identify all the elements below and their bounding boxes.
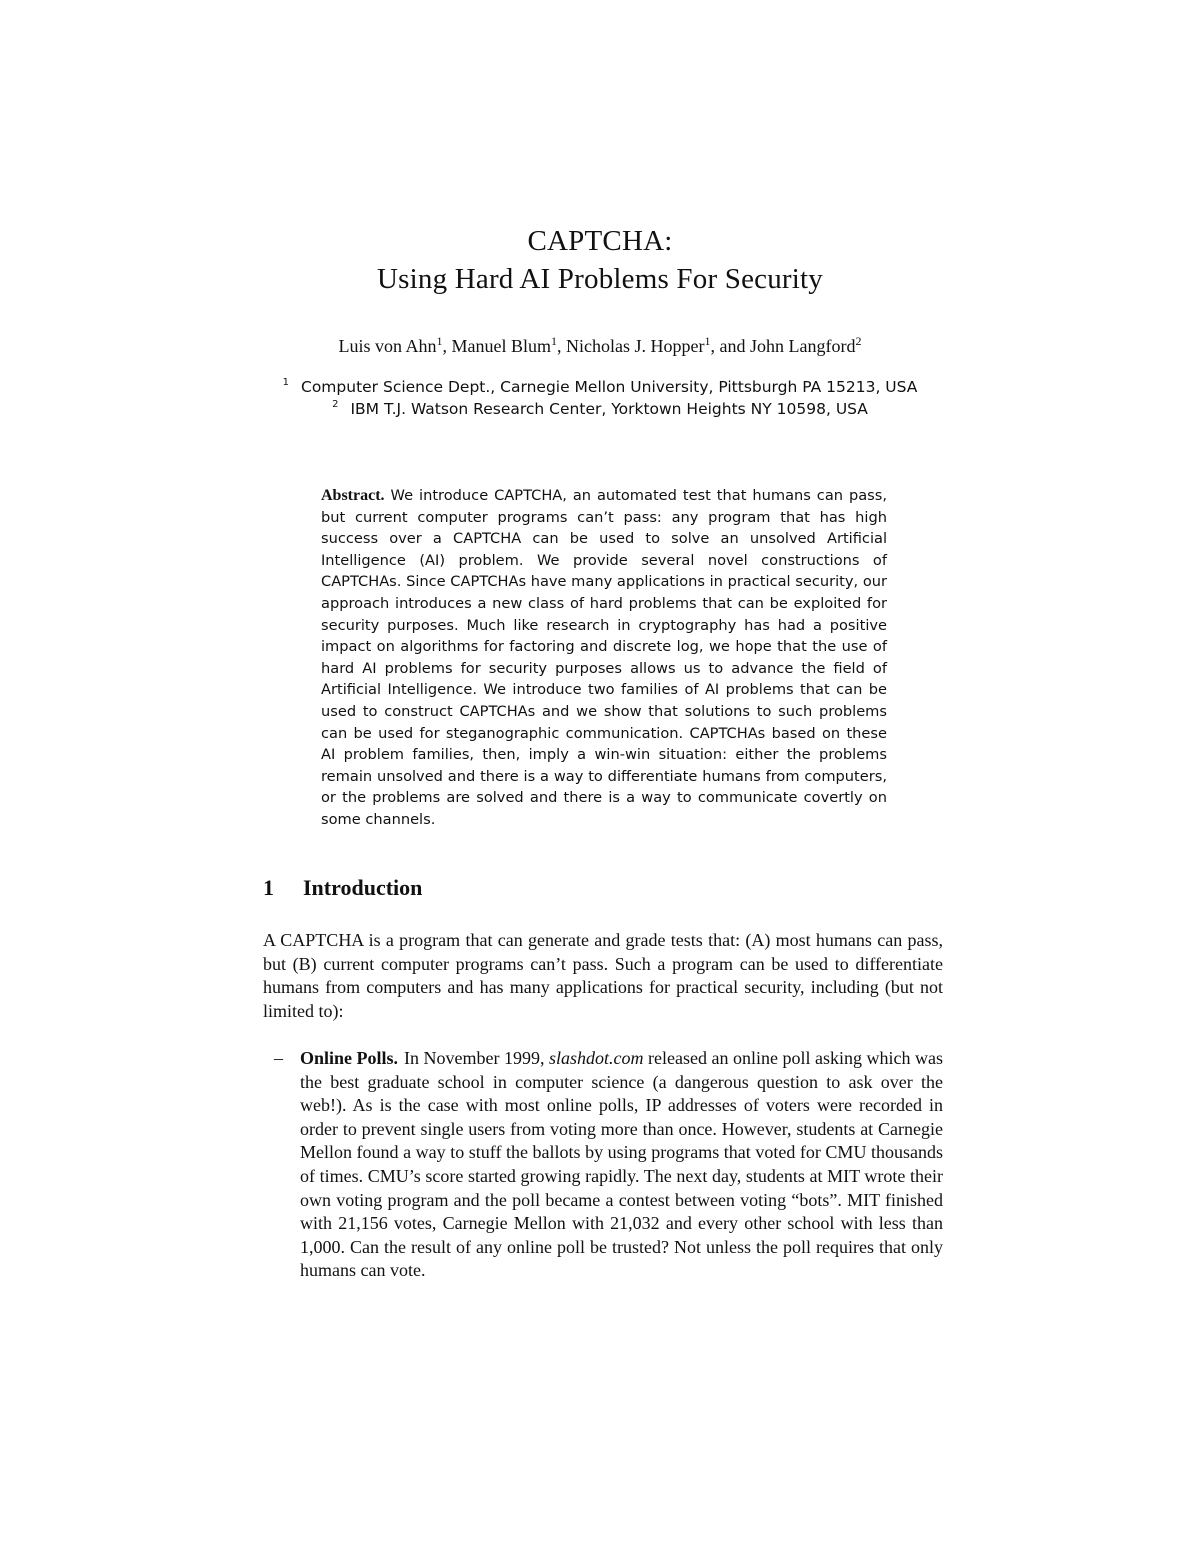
affiliation-text: IBM T.J. Watson Research Center, Yorktown Heights NY 10598, USA [350,400,868,418]
site-link: slashdot.com [549,1048,644,1068]
intro-paragraph: A CAPTCHA is a program that can generate and grade tests that: (A) most humans can pass, but (B) current computer programs can’t pass. Such a program can be used to differentiate humans from computers and has many applications for practical security, including (but not limited to): [263,930,943,1021]
author-name: Manuel Blum [451,336,552,356]
author-list [0,334,1200,358]
abstract-label: Abstract. [321,487,385,504]
author-separator: , [442,336,452,356]
paper-title [0,222,1200,298]
bullet-pre: In November 1999, [404,1048,545,1068]
author-name: John Langford [750,336,856,356]
section-number: 1 [263,875,274,900]
bullet-text: released an online poll asking which was the best graduate school in computer science (a dangerous question to ask over the web!). As is the case with most online polls, IP addresses of voters were recorded in order to prevent single users from voting more than once. However, students at Carnegie Mellon found a way to stuff the ballots by using programs that voted for CMU thousands of times. CMU’s score started growing rapidly. The next day, students at MIT wrote their own voting program and the poll became a contest between voting “bots”. MIT finished with 21,156 votes, Carnegie Mellon with 21,032 and every other school with less than 1,000. Can the result of any online poll be trusted? Not unless the poll requires that only humans can vote. [300,1048,944,1281]
bullet-item [300,1047,943,1283]
affiliation-text: Computer Science Dept., Carnegie Mellon University, Pittsburgh PA 15213, USA [301,378,918,396]
section-title: Introduction [303,875,423,900]
title-line-1: CAPTCHA: [527,225,673,257]
abstract [321,485,887,831]
affiliation-mark: 1 [282,377,289,388]
author-name: Luis von Ahn [338,336,437,356]
section-heading [263,873,422,903]
affiliation-1 [0,377,1200,397]
author-affil-mark: 1 [436,334,443,348]
author-separator: , and [710,336,750,356]
abstract-text: We introduce CAPTCHA, an automated test that humans can pass, but current computer programs can’t pass: any program that has high success over a CAPTCHA can be used to solve an unsolved Artificial Intelligence (AI) problem. We provide several novel constructions of CAPTCHAs. Since CAPTCHAs have many applications in practical security, our approach introduces a new class of hard problems that can be exploited for security purposes. Much like research in cryptography has had a positive impact on algorithms for factoring and discrete log, we hope that the use of hard AI problems for security purposes allows us to advance the field of Artificial Intelligence. We introduce two families of AI problems that can be used to construct CAPTCHAs and we show that solutions to such problems can be used for steganographic communication. CAPTCHAs based on these AI problem families, then, imply a win-win situation: either the problems remain unsolved and there is a way to differentiate humans from computers, or the problems are solved and there is a way to communicate covertly on some channels. [321,487,887,828]
bullet-dash: – [274,1048,283,1068]
author-separator: , [557,336,567,356]
author-affil-mark: 2 [855,334,862,348]
author-affil-mark: 1 [551,334,558,348]
title-line-2: Using Hard AI Problems For Security [377,263,823,295]
affiliation-mark: 2 [332,399,339,410]
affiliation-2 [0,399,1200,419]
bullet-label: Online Polls. [300,1048,399,1068]
author-affil-mark: 1 [704,334,711,348]
author-name: Nicholas J. Hopper [566,336,705,356]
